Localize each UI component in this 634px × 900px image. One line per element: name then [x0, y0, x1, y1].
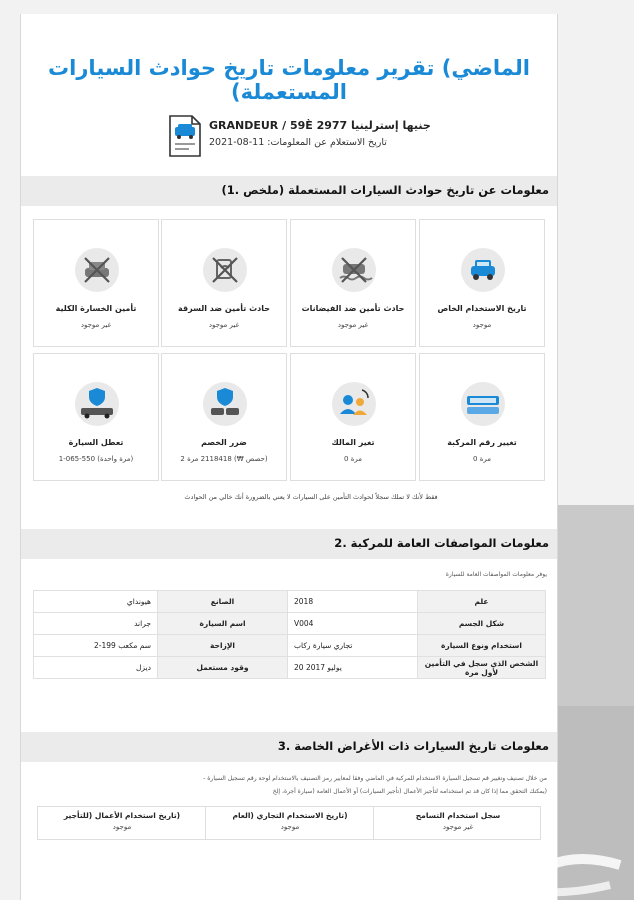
card-title: تعطل السيارة — [68, 438, 124, 447]
card-value: (مرة واحدة) 550-065-1 — [58, 455, 134, 463]
car-damage-icon — [75, 382, 119, 426]
section1-header — [21, 176, 557, 206]
spec-value: جراند — [34, 613, 158, 635]
opponent-damage-icon — [203, 382, 247, 426]
spec-label: الصانع — [158, 591, 288, 613]
special-use-car-icon — [461, 248, 505, 292]
spec-value: سم مكعب 199-2 — [34, 635, 158, 657]
card-value: مرة 0 — [473, 455, 491, 463]
card-title: تغير المالك — [331, 438, 375, 447]
table-row — [34, 657, 546, 679]
car-info — [167, 114, 437, 162]
section1-heading: معلومات عن تاريخ حوادث السيارات المستعملة (ملخص .1) — [221, 183, 549, 197]
theft-crossed-icon — [203, 248, 247, 292]
spec-label: وقود مستعمل — [158, 657, 288, 679]
card-owner-change — [290, 353, 416, 481]
section3-note-1: من خلال تصنيف وتغيير قم تسجيل السيارة الاستخدام للمركبة في الماضي وفقا لمعايير رمز التصنيف بالاستخدام لوحة رقم تسجيل السيارة - — [203, 775, 547, 782]
card-title: تغيير رقم المركبة — [447, 438, 517, 447]
card-value: موجود — [472, 321, 492, 329]
spec-value: 2018 — [288, 591, 418, 613]
spec-table — [33, 590, 546, 679]
spec-value: يوليو 2017 20 — [288, 657, 418, 679]
section3-header — [21, 732, 557, 762]
report-title: الماضي) تقرير معلومات تاريخ حوادث السيارات المستعملة) — [48, 56, 530, 104]
card-value: غير موجود — [337, 321, 369, 329]
spec-label: اسم السيارة — [158, 613, 288, 635]
purpose-value: غير موجود — [442, 823, 474, 831]
section2-heading: معلومات المواصفات العامة للمركبة .2 — [334, 536, 549, 550]
spec-label: استخدام ونوع السيارة — [418, 635, 546, 657]
side-strip — [556, 505, 634, 720]
license-plate-icon — [461, 382, 505, 426]
watermark-logo — [390, 845, 630, 900]
table-row — [34, 613, 546, 635]
purpose-title: سجل استخدام التسامح — [415, 811, 501, 820]
spec-value: ديزل — [34, 657, 158, 679]
card-plate-change — [419, 353, 545, 481]
card-car-damage — [33, 353, 159, 481]
card-title: تاريخ الاستخدام الخاص — [437, 304, 527, 313]
table-row — [34, 591, 546, 613]
table-row — [34, 635, 546, 657]
card-title: حادث تأمين ضد السرقة — [178, 304, 270, 313]
purpose-title: (تاريخ الاستخدام التجاري (العام — [232, 811, 348, 820]
purpose-cell — [205, 807, 374, 839]
section3-heading: معلومات تاريخ السيارات ذات الأغراض الخاصة .3 — [277, 739, 549, 753]
section2-header — [21, 529, 557, 559]
purpose-value: موجود — [112, 823, 132, 831]
spec-label: علم — [418, 591, 546, 613]
query-date: تاريخ الاستعلام عن المعلومات: 11-08-2021 — [209, 137, 387, 148]
purpose-value: موجود — [280, 823, 300, 831]
flood-crossed-icon — [332, 248, 376, 292]
total-loss-crossed-icon — [75, 248, 119, 292]
purpose-cell — [373, 807, 542, 839]
card-title: تأمين الخسارة الكلية — [55, 304, 137, 313]
purpose-cell — [38, 807, 206, 839]
card-theft — [161, 219, 287, 347]
card-value: (حصص ₩) 2118418 مرة 2 — [180, 455, 268, 463]
card-opponent-damage — [161, 353, 287, 481]
report-page — [20, 14, 558, 900]
spec-value: هيونداي — [34, 591, 158, 613]
card-title: حادث تأمين ضد الفيضانات — [301, 304, 405, 313]
section3-note-2: (يمكنك التحقق مما إذا كان قد تم استخدامه لتأجير الأعمال (تأجير السيارات) أو الأعمال العامة (سيارة أجرة، إلخ — [272, 788, 547, 795]
section2-sub-note: يوفر معلومات المواصفات العامة للسيارة — [445, 571, 547, 578]
car-document-icon — [167, 114, 203, 158]
purpose-title: (تاريخ استخدام الأعمال (للتأجير — [63, 811, 181, 820]
spec-label: شكل الجسم — [418, 613, 546, 635]
spec-value: V004 — [288, 613, 418, 635]
spec-label: الإزاحة — [158, 635, 288, 657]
card-special-use — [419, 219, 545, 347]
spec-value: تجاري سيارة ركاب — [288, 635, 418, 657]
card-value: غير موجود — [208, 321, 240, 329]
card-title: ضرر الخصم — [201, 438, 247, 447]
card-value: مرة 0 — [344, 455, 362, 463]
card-value: غير موجود — [80, 321, 112, 329]
owner-change-icon — [332, 382, 376, 426]
accident-note: فقط لأنك لا تملك سجلاً لحوادث التأمين على السيارات لا يعني بالضرورة أنك خالي من الحوادث — [184, 493, 438, 501]
card-flood — [290, 219, 416, 347]
car-model: GRANDEUR / 59È 2977 جنيها إسترلينيا — [209, 119, 431, 132]
purpose-table — [37, 806, 541, 840]
card-total-loss — [33, 219, 159, 347]
spec-label: الشخص الذي سجل في التأمين لأول مرة — [418, 657, 546, 679]
